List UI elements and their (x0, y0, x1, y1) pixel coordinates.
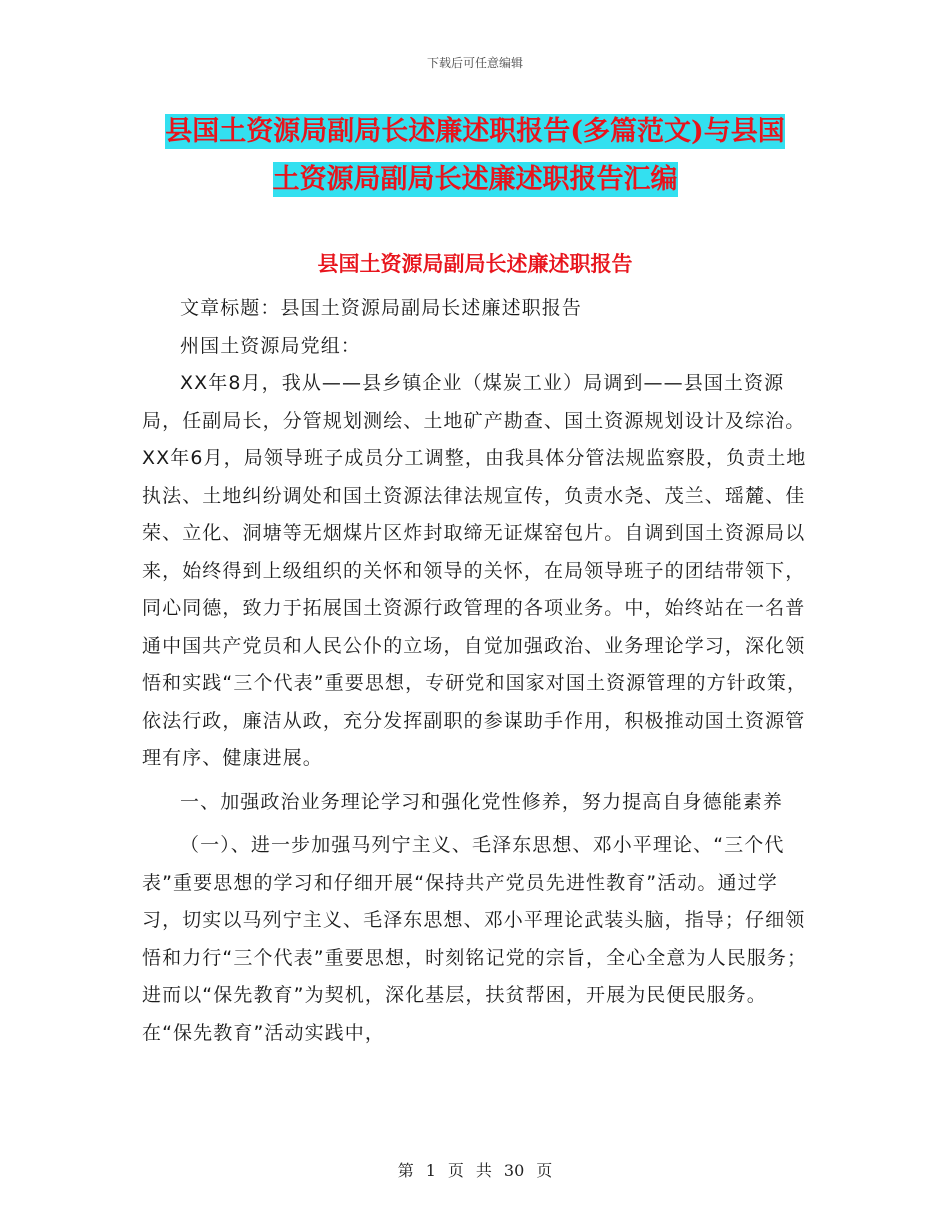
paragraph-article-title: 文章标题：县国土资源局副局长述廉述职报告 (180, 297, 583, 319)
footer-prefix: 第 (397, 1161, 414, 1180)
main-title-line-2 (0, 156, 950, 204)
footer-total-pages: 30 (503, 1161, 525, 1180)
main-title-line-1-text: 县国土资源局副局长述廉述职报告(多篇范文)与县国 (165, 116, 785, 147)
main-title-line-1 (0, 108, 950, 156)
page-footer (0, 1158, 950, 1181)
document-main-title (0, 108, 950, 204)
paragraph-addressee: 州国土资源局党组： (180, 334, 361, 357)
header-note: 下载后可任意编辑 (426, 56, 523, 70)
main-title-line-2-text: 土资源局副局长述廉述职报告汇编 (272, 164, 678, 195)
footer-total-unit: 页 (536, 1161, 553, 1180)
paragraph-section-1-1: （一）、进一步加强马列宁主义、毛泽东思想、邓小平理论、“三个代表”重要思想的学习和仔细开展“保持共产党员先进性教育”活动。通过学习，切实以马列宁主义、毛泽东思想、邓小平理论武装头脑，指导；仔细领悟和力行“三个代表”重要思想，时刻铭记党的宗旨，全心全意为人民服务；进而以“保先教育”为契机，深化基层，扶贫帮困，开展为民便民服务。在“保先教育”活动实践中， (142, 834, 808, 1044)
footer-page-unit: 页 (447, 1161, 464, 1180)
section-title: 县国土资源局副局长述廉述职报告 (317, 251, 633, 276)
paragraph-heading-1: 一、加强政治业务理论学习和强化党性修养，努力提高自身德能素养 (180, 790, 784, 813)
footer-page-number: 1 (425, 1161, 436, 1180)
footer-total-prefix: 共 (475, 1161, 492, 1180)
document-body (142, 290, 810, 1052)
paragraph-intro: XX年8月，我从——县乡镇企业（煤炭工业）局调到——县国土资源局，任副局长，分管规划测绘、土地矿产勘查、国土资源规划设计及综治。XX年6月，局领导班子成员分工调整，由我具体分管法规监察股，负责土地执法、土地纠纷调处和国土资源法律法规宣传，负责水尧、茂兰、瑶麓、佳荣、立化、洞塘等无烟煤片区炸封取缔无证煤窑包片。自调到国土资源局以来，始终得到上级组织的关怀和领导的关怀，在局领导班子的团结带领下，同心同德，致力于拓展国土资源行政管理的各项业务。中，始终站在一名普通中国共产党员和人民公仆的立场，自觉加强政治、业务理论学习，深化领悟和实践“三个代表”重要思想，专研党和国家对国土资源管理的方针政策，依法行政，廉洁从政，充分发挥副职的参谋助手作用，积极推动国土资源管理有序、健康进展。 (142, 372, 808, 769)
